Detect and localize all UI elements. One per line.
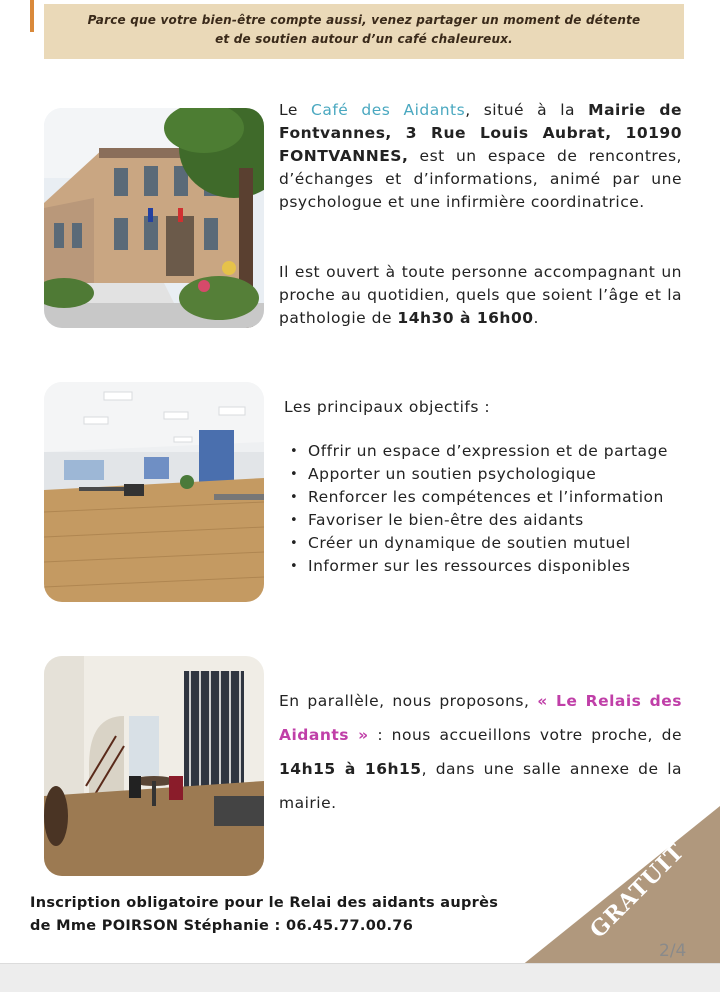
relais-end: , dans une salle annexe de la mairie.	[279, 760, 682, 812]
list-item: • Apporter un soutien psychologique	[288, 463, 682, 486]
list-item: • Créer un dynamique de soutien mutuel	[288, 532, 682, 555]
relais-mid: : nous accueillons votre proche, de	[368, 726, 682, 744]
list-item: • Favoriser le bien-être des aidants	[288, 509, 682, 532]
annex-room-photo	[44, 656, 264, 876]
town-hall-photo	[44, 108, 264, 328]
cafe-hours: 14h30 à 16h00	[397, 309, 534, 327]
mairie-address: Mairie de Fontvannes, 3 Rue Louis Aubrat, 10190 FONTVANNES,	[279, 101, 683, 165]
free-badge: GRATUIT	[585, 838, 690, 944]
relais-name: « Le Relais des Aidants »	[279, 692, 682, 744]
text-le: Le	[279, 101, 311, 119]
registration-note	[30, 892, 498, 938]
cafe-description	[279, 99, 682, 214]
registration-line-2: de Mme POIRSON Stéphanie : 06.45.77.00.76	[30, 918, 414, 934]
objectives-title: Les principaux objectifs :	[284, 398, 491, 416]
page-number: 2/4	[659, 941, 687, 961]
opening-info	[279, 261, 682, 330]
banner-line-2: et de soutien autour d’un café chaleureux.	[215, 32, 513, 46]
banner-line-1: Parce que votre bien-être compte aussi, venez partager un moment de détente	[87, 13, 641, 27]
text-situe: , situé à la	[465, 101, 589, 119]
relais-description	[279, 684, 682, 820]
text-period: .	[533, 309, 539, 327]
text-rest: est un espace de rencontres, d’échanges et d’informations, animé par une psychologue et une infirmière coordinatrice.	[279, 147, 682, 211]
cafe-name: Café des Aidants	[311, 101, 466, 119]
list-item: • Offrir un espace d’expression et de partage	[288, 440, 682, 463]
open-text: Il est ouvert à toute personne accompagnant un proche au quotidien, quels que soient l’âge et la pathologie de	[279, 263, 682, 327]
list-item: • Informer sur les ressources disponibles	[288, 555, 682, 578]
objectives-list	[288, 440, 682, 578]
relais-hours: 14h15 à 16h15	[279, 760, 422, 778]
accent-bar	[30, 0, 34, 32]
meeting-room-photo	[44, 382, 264, 602]
relais-intro: En parallèle, nous proposons,	[279, 692, 538, 710]
viewer-bottom-bar	[0, 963, 720, 992]
intro-banner	[44, 4, 684, 59]
list-item: • Renforcer les compétences et l’information	[288, 486, 682, 509]
registration-line-1: Inscription obligatoire pour le Relai des aidants auprès	[30, 895, 499, 911]
